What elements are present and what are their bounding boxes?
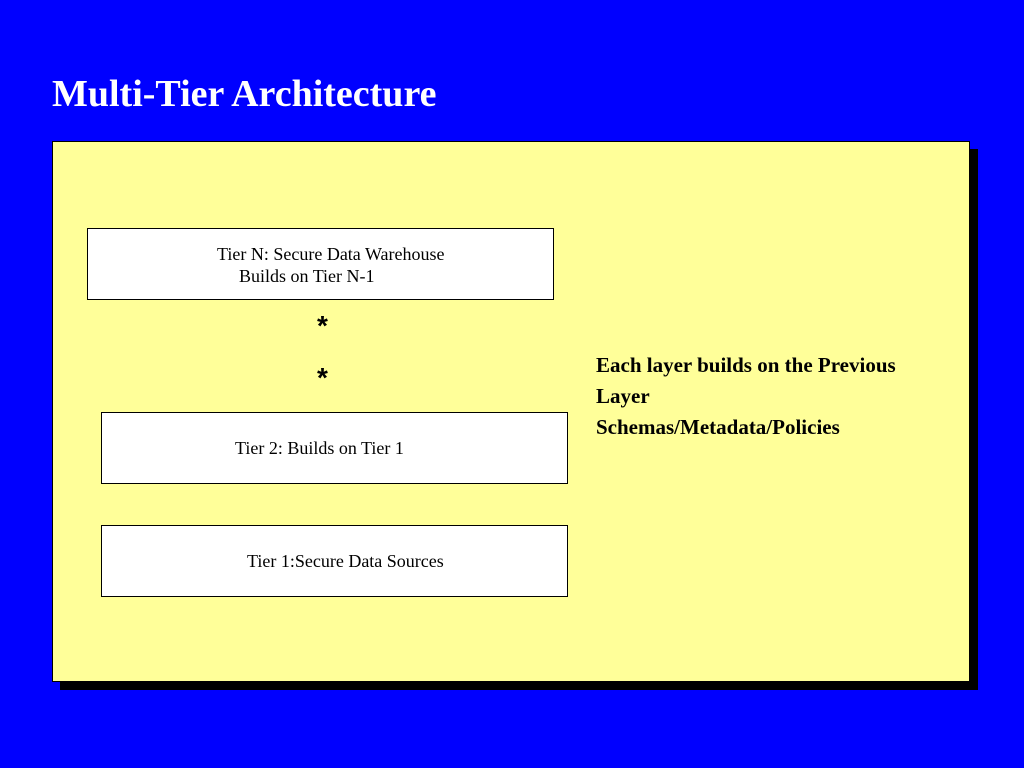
layer-note-line: Layer: [596, 384, 650, 408]
tier-2-box: [101, 412, 568, 484]
tier-n-box: [87, 228, 554, 300]
slide-title: Multi-Tier Architecture: [52, 73, 437, 115]
tier-n-subtitle: Builds on Tier N-1: [239, 266, 375, 286]
ellipsis-star: *: [317, 310, 328, 341]
layer-note-line: Each layer builds on the Previous: [596, 353, 896, 377]
layer-note: [596, 350, 896, 443]
layer-note-line: Schemas/Metadata/Policies: [596, 415, 840, 439]
tier-2-label: Tier 2: Builds on Tier 1: [235, 438, 404, 458]
diagram-panel: [52, 141, 970, 682]
tier-1-box: [101, 525, 568, 597]
tier-1-label: Tier 1:Secure Data Sources: [247, 551, 444, 571]
tier-n-title: Tier N: Secure Data Warehouse: [217, 244, 445, 264]
ellipsis-star: *: [317, 362, 328, 393]
